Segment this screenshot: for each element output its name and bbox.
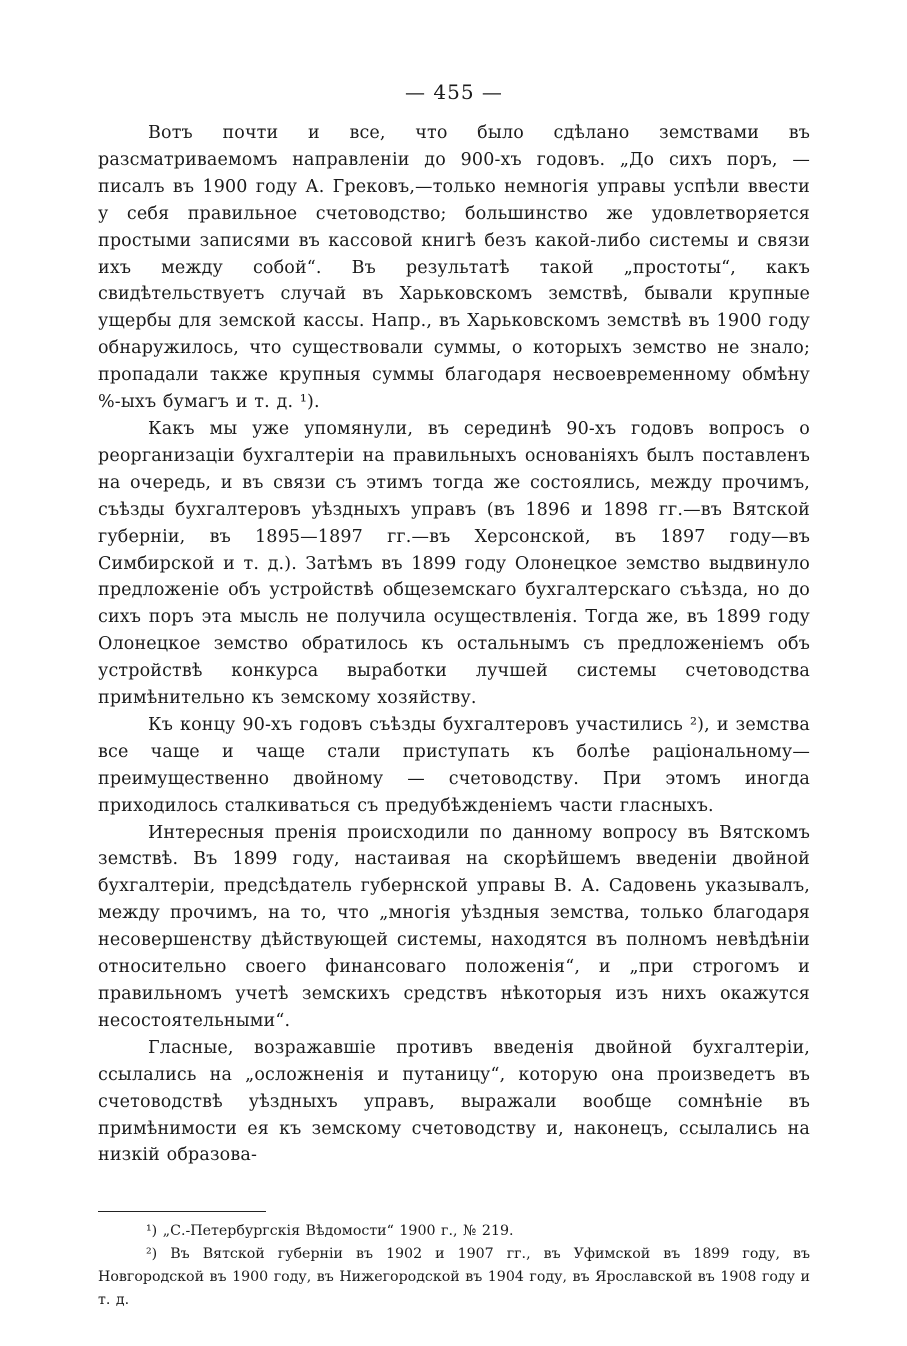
footnote-divider <box>98 1211 266 1212</box>
paragraph: Гласные, возражавшіе противъ введенія двойной бухгалтеріи, ссылались на „осложненія и путаницу“, которую она произведетъ въ счетоводствѣ уѣздныхъ управъ, выражали вообще сомнѣніе въ примѣнимости ея къ земскому счетоводству и, наконецъ, ссылались на низкій образова- <box>98 1037 810 1166</box>
page-number: — 455 — <box>405 80 503 104</box>
paragraph: Какъ мы уже упомянули, въ серединѣ 90-хъ годовъ вопросъ о реорганизаціи бухгалтеріи на правильныхъ основаніяхъ былъ поставленъ на очередь, и въ связи съ этимъ тогда же состоялись, между прочимъ, съѣзды бухгалтеровъ уѣздныхъ управъ (въ 1896 и 1898 гг.—въ Вятской губерніи, въ 1895—1897 гг.—въ Херсонской, въ 1897 году—въ Симбирской и т. д.). Затѣмъ въ 1899 году Олонецкое земство выдвинуло предложеніе объ устройствѣ общеземскаго бухгалтерскаго съѣзда, но до сихъ поръ эта мысль не получила осуществленія. Тогда же, въ 1899 году Олонецкое земство обратилось къ остальнымъ съ предложеніемъ объ устройствѣ конкурса выработки лучшей системы счетоводства примѣнительно къ земскому хозяйству. <box>98 418 810 709</box>
footnote: ¹) „С.-Петербургскія Вѣдомости“ 1900 г., № 219. <box>146 1223 514 1240</box>
footnotes <box>98 1220 810 1312</box>
paragraph: Интересныя пренія происходили по данному вопросу въ Вятскомъ земствѣ. Въ 1899 году, настаивая на скорѣйшемъ введеніи двойной бухгалтеріи, предсѣдатель губернской управы В. А. Садовень указывалъ, между прочимъ, на то, что „многія уѣздныя земства, только благодаря несовершенству дѣйствующей системы, находятся въ полномъ невѣдѣніи относительно своего финансоваго положенія“, и „при строгомъ и правильномъ учетѣ земскихъ средствъ нѣкоторыя изъ нихъ окажутся несостоятельными“. <box>98 822 810 1031</box>
paragraph: Къ концу 90-хъ годовъ съѣзды бухгалтеровъ участились ²), и земства все чаще и чаще стали приступать къ болѣе раціональному—преимущественно двойному — счетоводству. При этомъ иногда приходилось сталкиваться съ предубѣжденіемъ части гласныхъ. <box>98 714 810 816</box>
footnote: ²) Въ Вятской губерніи въ 1902 и 1907 гг., въ Уфимской въ 1899 году, въ Новгородской въ 1900 году, въ Нижегородской въ 1904 году, въ Ярославской въ 1908 году и т. д. <box>98 1246 810 1309</box>
document-page <box>98 78 810 1312</box>
body-text <box>98 120 810 1169</box>
paragraph: Вотъ почти и все, что было сдѣлано земствами въ разсматриваемомъ направленіи до 900-хъ годовъ. „До сихъ поръ, — писалъ въ 1900 году А. Грековъ,—только немногія управы успѣли ввести у себя правильное счетоводство; большинство же удовлетворяется простыми записями въ кассовой книгѣ безъ какой-либо системы и связи ихъ между собой“. Въ результатѣ такой „простоты“, какъ свидѣтельствуетъ случай въ Харьковскомъ земствѣ, бывали крупные ущербы для земской кассы. Напр., въ Харьковскомъ земствѣ въ 1900 году обнаружилось, что существовали суммы, о которыхъ земство не знало; пропадали также крупныя суммы благодаря несвоевременному обмѣну %-ыхъ бумагъ и т. д. ¹). <box>98 123 810 413</box>
